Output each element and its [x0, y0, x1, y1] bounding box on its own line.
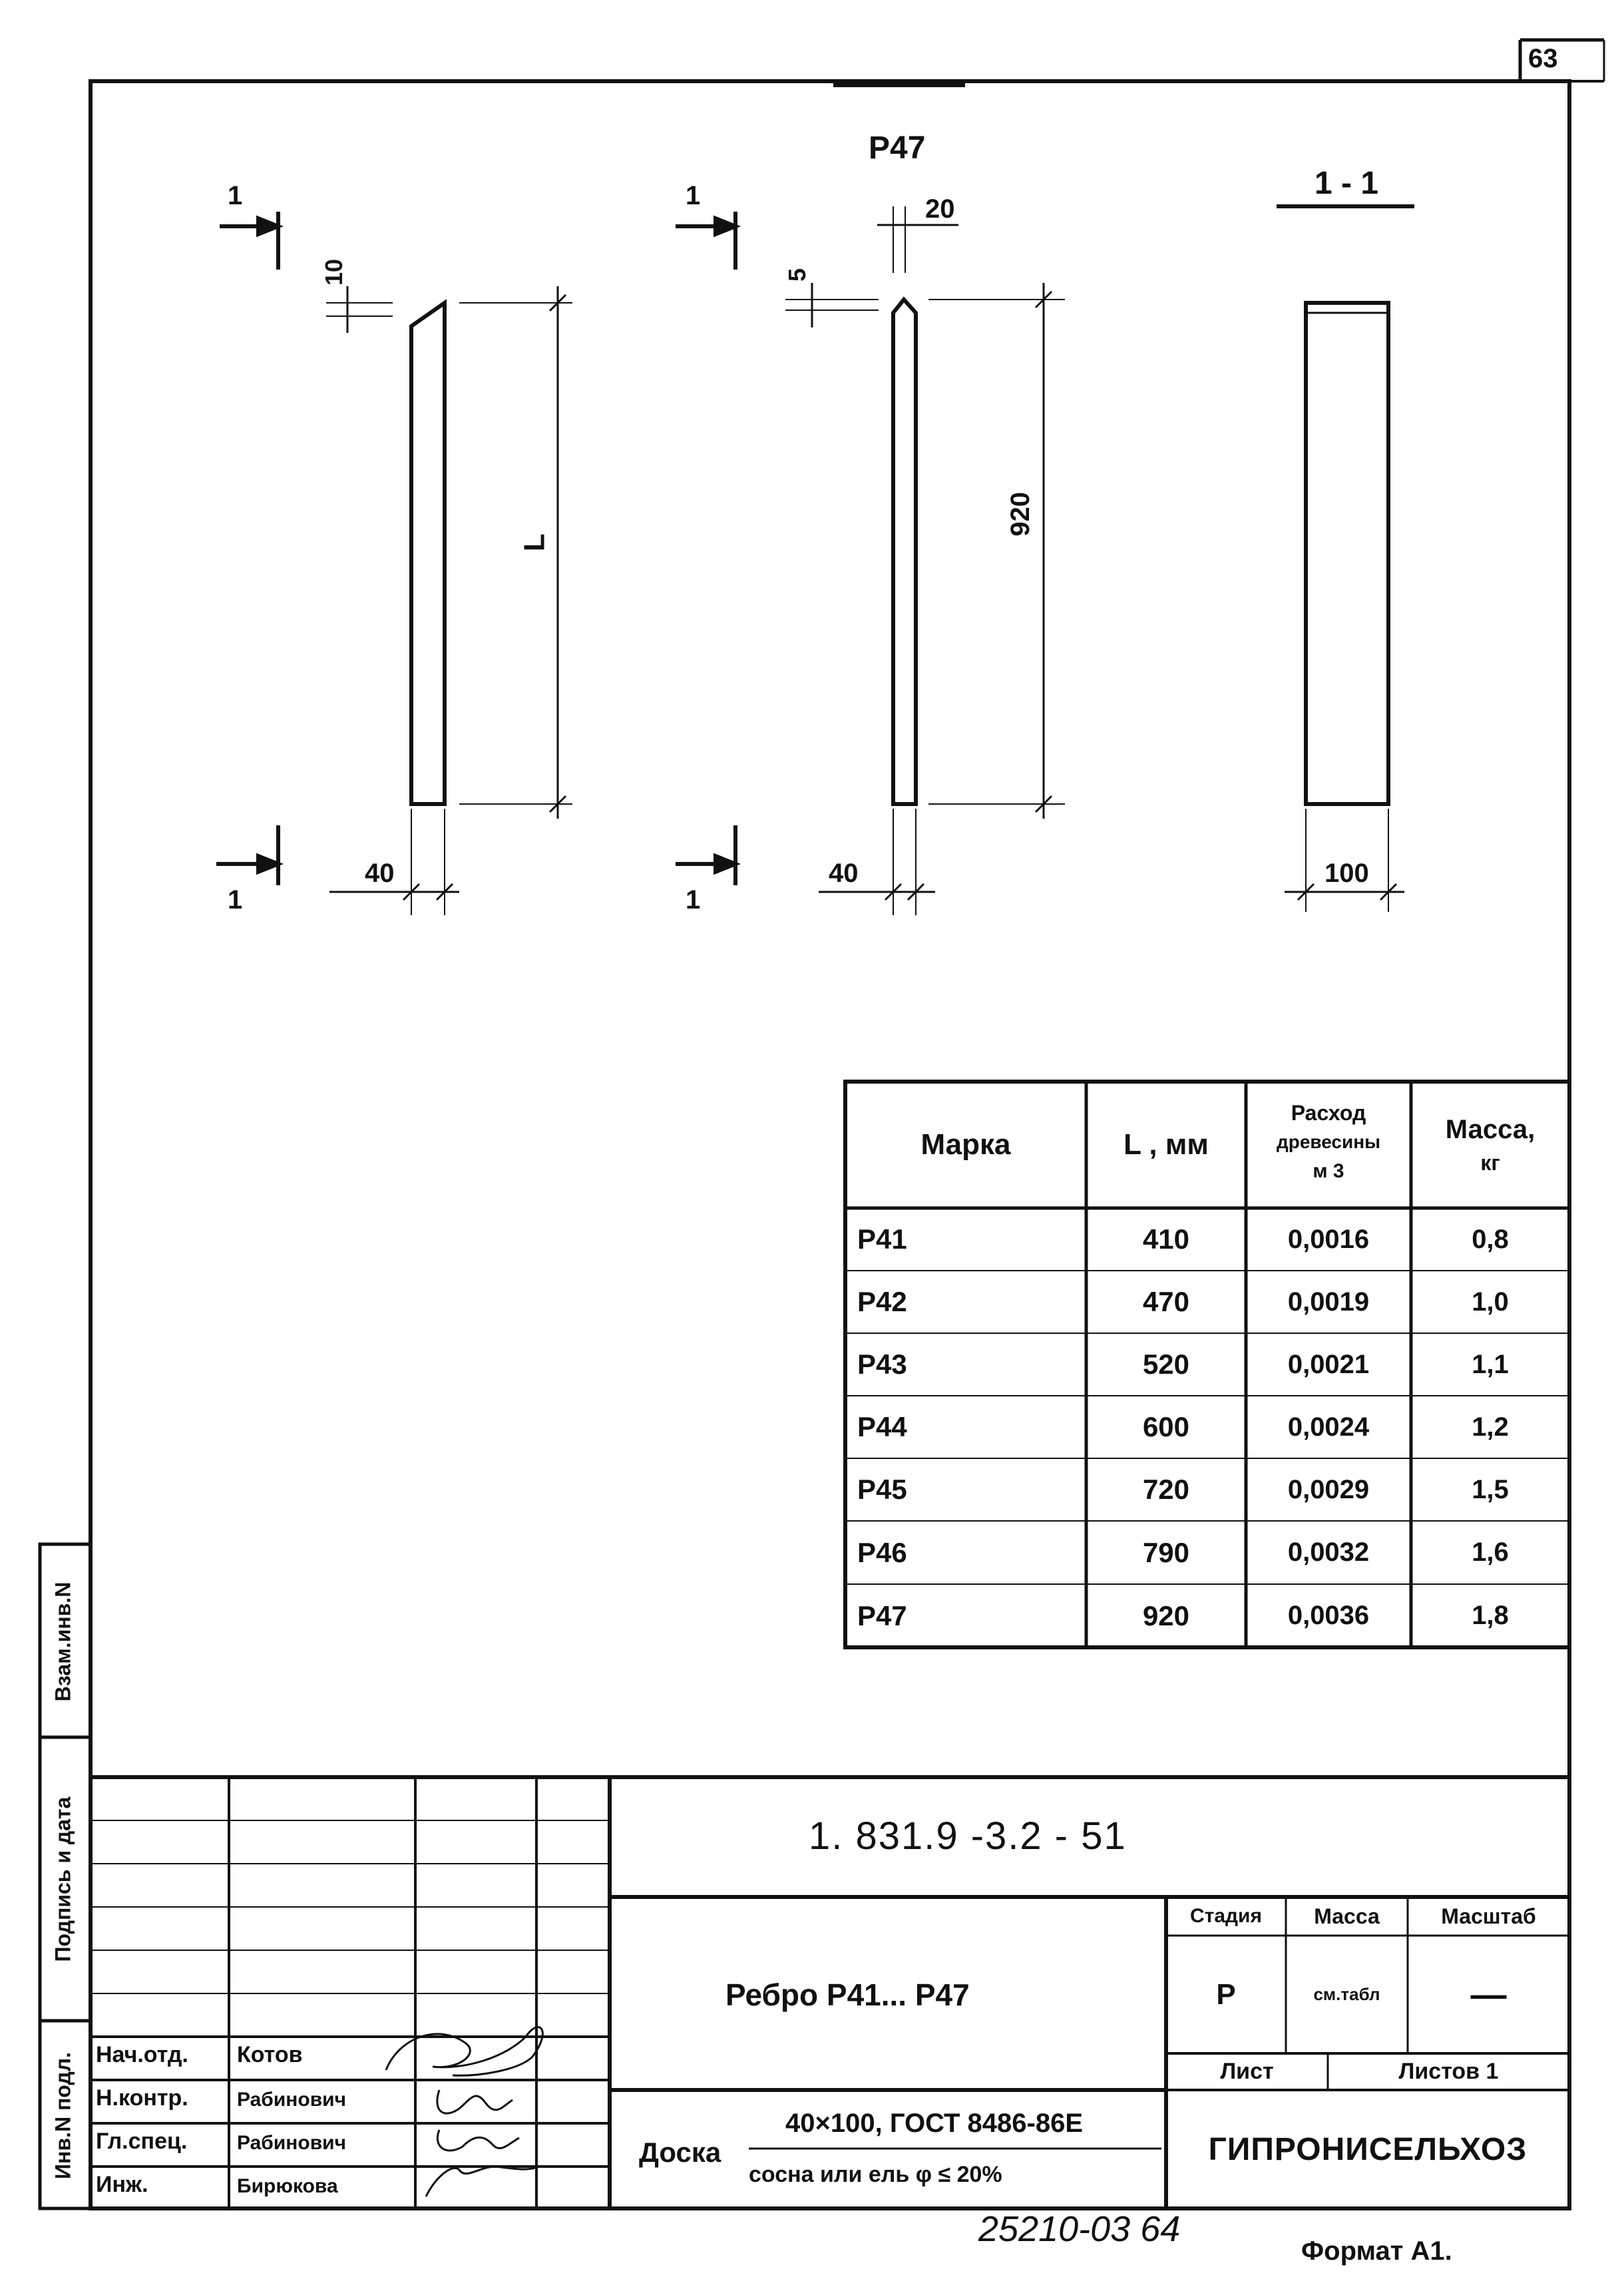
sheet-format: Формат А1.	[1301, 2236, 1452, 2266]
row-wood: 0,0032	[1287, 1538, 1370, 1567]
item-name: Ребро Р41... Р47	[725, 1977, 970, 2012]
row-mass: 1,5	[1472, 1474, 1509, 1504]
mass-label: Масса	[1314, 1904, 1380, 1928]
row-mass: 1,0	[1472, 1287, 1509, 1317]
row-mark: Р47	[857, 1599, 907, 1631]
archive-number: 25210-03 64	[978, 2209, 1181, 2249]
row-mark: Р45	[857, 1474, 907, 1505]
table-header-mass	[1411, 1113, 1569, 1179]
dimension-10: 10	[320, 258, 348, 286]
row-mass: 0,8	[1472, 1224, 1509, 1254]
material-label: Доска	[639, 2137, 721, 2168]
table-header-length: L , мм	[1123, 1128, 1209, 1161]
stage-label: Стадия	[1189, 1905, 1263, 1927]
row-wood: 0,0024	[1287, 1412, 1370, 1442]
row-wood: 0,0016	[1287, 1224, 1370, 1254]
section-mark-label: 1	[686, 885, 701, 915]
row-wood: 0,0019	[1287, 1287, 1370, 1317]
row-length: 410	[1142, 1223, 1190, 1255]
rib-generic-view	[326, 286, 572, 915]
row-wood: 0,0036	[1287, 1601, 1370, 1630]
table-header-wood-line: м 3	[1313, 1160, 1344, 1182]
dimension-20: 20	[925, 194, 955, 224]
signer-name: Рабинович	[237, 2132, 347, 2154]
table-header-wood-line: древесины	[1276, 1132, 1381, 1152]
row-mark: Р43	[857, 1349, 907, 1380]
scale-value: —	[1470, 1974, 1507, 2015]
section-mark-label: 1	[686, 181, 701, 210]
section-mark-label: 1	[228, 181, 243, 210]
table-header-wood-line: Расход	[1291, 1101, 1366, 1125]
table-header-mass-line: кг	[1480, 1151, 1500, 1175]
dimension-5: 5	[783, 268, 811, 282]
signer-role: Гл.спец.	[96, 2129, 188, 2154]
section-mark-label: 1	[228, 885, 243, 915]
stage-value: Р	[1216, 1977, 1236, 2011]
sheets-count: Листов 1	[1398, 2059, 1499, 2084]
row-mark: Р46	[857, 1536, 907, 1568]
row-mass: 1,1	[1472, 1349, 1509, 1379]
row-wood: 0,0029	[1287, 1474, 1370, 1504]
signer-name: Бирюкова	[237, 2175, 338, 2197]
signer-name: Рабинович	[237, 2089, 347, 2111]
signer-name: Котов	[237, 2042, 303, 2067]
scale-label: Масштаб	[1441, 1904, 1536, 1928]
signer-role: Нач.отд.	[96, 2042, 188, 2067]
side-stamp-signature-date: Подпись и дата	[51, 1796, 75, 1962]
dimension-920: 920	[1005, 492, 1035, 536]
row-length: 470	[1142, 1286, 1190, 1317]
dimension-100: 100	[1324, 859, 1369, 888]
view-title: Р47	[869, 130, 926, 166]
section-1-1-view	[1277, 206, 1414, 912]
row-mark: Р41	[857, 1223, 907, 1255]
sheet-label: Лист	[1220, 2059, 1274, 2084]
row-mass: 1,8	[1472, 1601, 1509, 1630]
organization-name: ГИПРОНИСЕЛЬХОЗ	[1208, 2131, 1527, 2167]
dimension-40: 40	[829, 859, 859, 888]
handwritten-signatures	[386, 2027, 542, 2196]
table-header-wood	[1246, 1098, 1411, 1186]
row-wood: 0,0021	[1287, 1349, 1370, 1379]
row-length: 720	[1142, 1474, 1190, 1505]
dimension-40: 40	[365, 859, 395, 888]
table-header-mass-line: Масса,	[1445, 1115, 1535, 1144]
row-length: 920	[1142, 1599, 1190, 1631]
row-mass: 1,2	[1472, 1412, 1509, 1442]
row-mark: Р42	[857, 1286, 907, 1317]
signer-role: Инж.	[96, 2172, 148, 2197]
row-mark: Р44	[857, 1411, 907, 1442]
section-title: 1 - 1	[1315, 166, 1379, 201]
row-length: 600	[1142, 1411, 1190, 1442]
table-header-mark: Марка	[920, 1128, 1011, 1161]
row-mass: 1,6	[1472, 1538, 1509, 1567]
section-marks	[216, 212, 735, 885]
signer-role: Н.контр.	[96, 2085, 188, 2111]
mass-value: см.табл	[1313, 1984, 1380, 2004]
material-line-1: 40×100, ГОСТ 8486-86Е	[785, 2109, 1083, 2138]
dimension-L: L	[518, 533, 551, 552]
row-length: 520	[1142, 1349, 1190, 1380]
page-number: 63	[1528, 44, 1558, 73]
side-stamp-replace-inv: Взам.инв.N	[51, 1581, 75, 1702]
side-stamp-inv-orig: Инв.N подл.	[51, 2052, 75, 2179]
row-length: 790	[1142, 1536, 1190, 1568]
material-line-2: сосна или ель φ ≤ 20%	[749, 2162, 1002, 2187]
document-code: 1. 831.9 -3.2 - 51	[809, 1814, 1127, 1858]
